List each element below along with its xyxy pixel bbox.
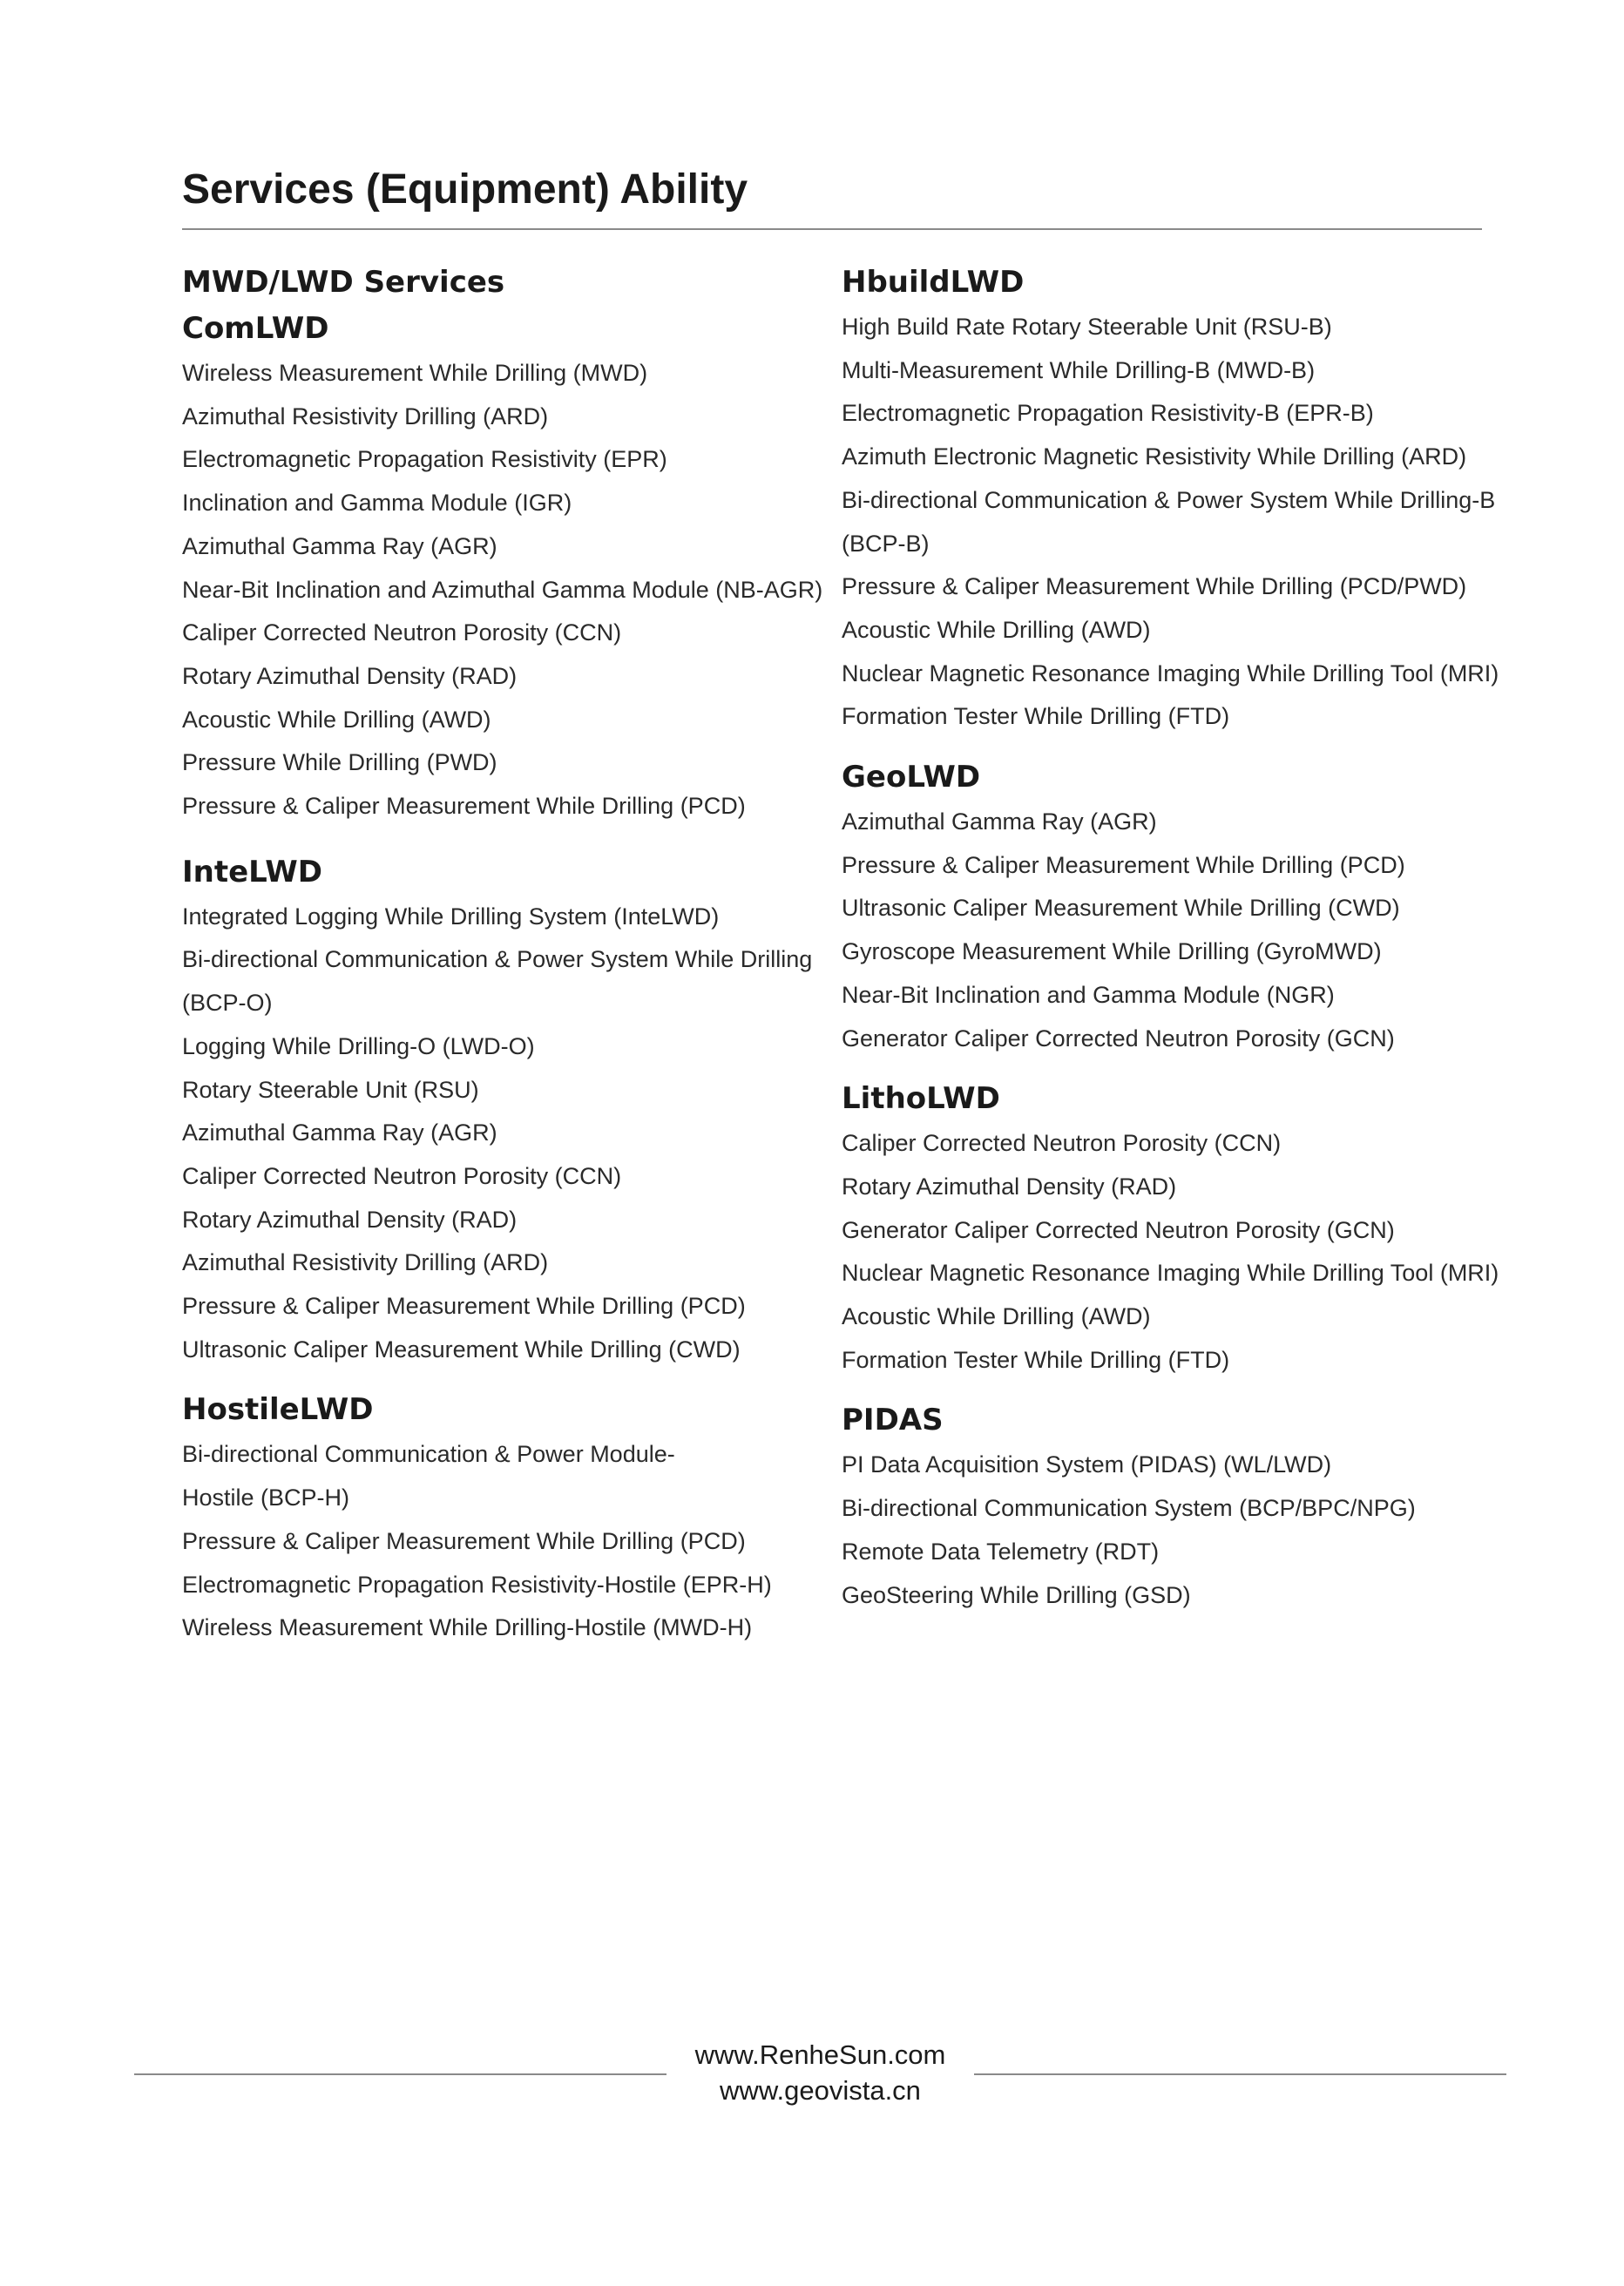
list-item: Azimuthal Resistivity Drilling (ARD) xyxy=(182,1249,549,1276)
list-item: Wireless Measurement While Drilling-Hostile (MWD-H) xyxy=(182,1614,753,1641)
section-intelwd xyxy=(182,849,836,1372)
list-item: Azimuthal Gamma Ray (AGR) xyxy=(182,532,497,559)
list-item: Formation Tester While Drilling (FTD) xyxy=(842,703,1230,730)
section-heading: LithoLWD xyxy=(842,1081,1000,1117)
list-item: Pressure & Caliper Measurement While Drilling (PCD) xyxy=(182,1293,746,1320)
list-item: Bi-directional Communication & Power Module- xyxy=(182,1441,675,1468)
list-item: Generator Caliper Corrected Neutron Porosity (GCN) xyxy=(842,1216,1395,1243)
list-item: PI Data Acquisition System (PIDAS) (WL/LWD) xyxy=(842,1451,1332,1478)
list-item: GeoSteering While Drilling (GSD) xyxy=(842,1581,1191,1608)
list-item: Bi-directional Communication & Power System While Drilling xyxy=(182,946,813,973)
list-item: Acoustic While Drilling (AWD) xyxy=(842,1303,1151,1330)
list-item: Bi-directional Communication System (BCP/BPC/NPG) xyxy=(842,1495,1416,1522)
footer-links xyxy=(667,2037,974,2108)
list-item: (BCP-O) xyxy=(182,990,273,1017)
service-list xyxy=(842,1444,1495,1617)
list-item: Bi-directional Communication & Power System While Drilling-B xyxy=(842,486,1496,513)
list-item: Azimuthal Gamma Ray (AGR) xyxy=(182,1119,497,1146)
list-item: Pressure While Drilling (PWD) xyxy=(182,749,497,776)
list-item: Generator Caliper Corrected Neutron Porosity (GCN) xyxy=(842,1025,1395,1052)
title-divider xyxy=(182,228,1482,230)
list-item: Near-Bit Inclination and Azimuthal Gamma Module (NB-AGR) xyxy=(182,576,823,603)
list-item: Pressure & Caliper Measurement While Drilling (PCD) xyxy=(842,851,1405,878)
service-list xyxy=(182,1433,836,1650)
list-item: Rotary Azimuthal Density (RAD) xyxy=(182,1206,518,1233)
left-column xyxy=(182,260,836,1650)
right-column xyxy=(842,260,1499,1617)
list-item: High Build Rate Rotary Steerable Unit (RSU-B) xyxy=(842,314,1332,340)
section-heading: HbuildLWD xyxy=(842,265,1025,300)
list-item: Gyroscope Measurement While Drilling (GyroMWD) xyxy=(842,938,1382,965)
list-item: Azimuthal Gamma Ray (AGR) xyxy=(842,808,1157,835)
list-item: Remote Data Telemetry (RDT) xyxy=(842,1538,1160,1565)
service-list xyxy=(182,896,836,1372)
list-item: Nuclear Magnetic Resonance Imaging While Drilling Tool (MRI) xyxy=(842,659,1499,686)
service-list xyxy=(182,352,836,829)
section-heading: ComLWD xyxy=(182,311,329,346)
section-hostilelwd xyxy=(182,1387,836,1650)
right-sections xyxy=(842,260,1499,1617)
list-item: Pressure & Caliper Measurement While Drilling (PCD/PWD) xyxy=(842,573,1467,600)
list-item: Formation Tester While Drilling (FTD) xyxy=(842,1346,1230,1373)
list-item: Multi-Measurement While Drilling-B (MWD-B) xyxy=(842,356,1316,383)
list-item: Ultrasonic Caliper Measurement While Drilling (CWD) xyxy=(182,1336,741,1363)
list-item: Integrated Logging While Drilling System (InteLWD) xyxy=(182,903,720,930)
list-item: Near-Bit Inclination and Gamma Module (NGR) xyxy=(842,981,1335,1008)
service-list xyxy=(842,306,1499,739)
section-geolwd xyxy=(842,754,1495,1060)
footer-link-renhesun[interactable]: www.RenheSun.com xyxy=(694,2039,946,2070)
list-item: Inclination and Gamma Module (IGR) xyxy=(182,490,572,517)
service-list xyxy=(842,801,1495,1060)
section-pidas xyxy=(842,1397,1495,1617)
list-item: Azimuthal Resistivity Drilling (ARD) xyxy=(182,402,549,429)
section-heading: HostileLWD xyxy=(182,1392,374,1428)
list-item: Rotary Azimuthal Density (RAD) xyxy=(842,1173,1177,1200)
list-item: Ultrasonic Caliper Measurement While Drilling (CWD) xyxy=(842,895,1400,922)
footer-divider-right xyxy=(974,2073,1506,2075)
list-item: (BCP-B) xyxy=(842,530,930,557)
left-sections xyxy=(182,306,836,1650)
list-item: Electromagnetic Propagation Resistivity-B (EPR-B) xyxy=(842,400,1374,427)
list-item: Logging While Drilling-O (LWD-O) xyxy=(182,1032,535,1059)
section-heading: InteLWD xyxy=(182,854,322,889)
list-item: Acoustic While Drilling (AWD) xyxy=(182,706,491,733)
section-heading: PIDAS xyxy=(842,1403,944,1438)
section-heading: GeoLWD xyxy=(842,760,981,795)
list-item: Nuclear Magnetic Resonance Imaging While Drilling Tool (MRI) xyxy=(842,1260,1499,1287)
footer-link-geovista[interactable]: www.geovista.cn xyxy=(720,2075,921,2106)
list-item: Rotary Steerable Unit (RSU) xyxy=(182,1076,479,1103)
column-heading: MWD/LWD Services xyxy=(182,265,505,300)
list-item: Hostile (BCP-H) xyxy=(182,1485,350,1512)
footer-divider-left xyxy=(134,2073,667,2075)
list-item: Acoustic While Drilling (AWD) xyxy=(842,616,1151,643)
list-item: Caliper Corrected Neutron Porosity (CCN) xyxy=(182,1162,622,1189)
list-item: Electromagnetic Propagation Resistivity (EPR) xyxy=(182,446,667,473)
section-hbuildlwd xyxy=(842,260,1499,739)
list-item: Rotary Azimuthal Density (RAD) xyxy=(182,662,518,689)
page-title: Services (Equipment) Ability xyxy=(182,166,748,213)
list-item: Caliper Corrected Neutron Porosity (CCN) xyxy=(842,1130,1282,1157)
section-litholwd xyxy=(842,1076,1499,1382)
list-item: Pressure & Caliper Measurement While Drilling (PCD) xyxy=(182,793,746,820)
section-comlwd xyxy=(182,306,836,829)
service-list xyxy=(842,1122,1499,1382)
list-item: Electromagnetic Propagation Resistivity-Hostile (EPR-H) xyxy=(182,1571,772,1598)
list-item: Wireless Measurement While Drilling (MWD) xyxy=(182,360,648,386)
list-item: Caliper Corrected Neutron Porosity (CCN) xyxy=(182,619,622,646)
list-item: Azimuth Electronic Magnetic Resistivity While Drilling (ARD) xyxy=(842,443,1467,470)
list-item: Pressure & Caliper Measurement While Drilling (PCD) xyxy=(182,1527,746,1554)
